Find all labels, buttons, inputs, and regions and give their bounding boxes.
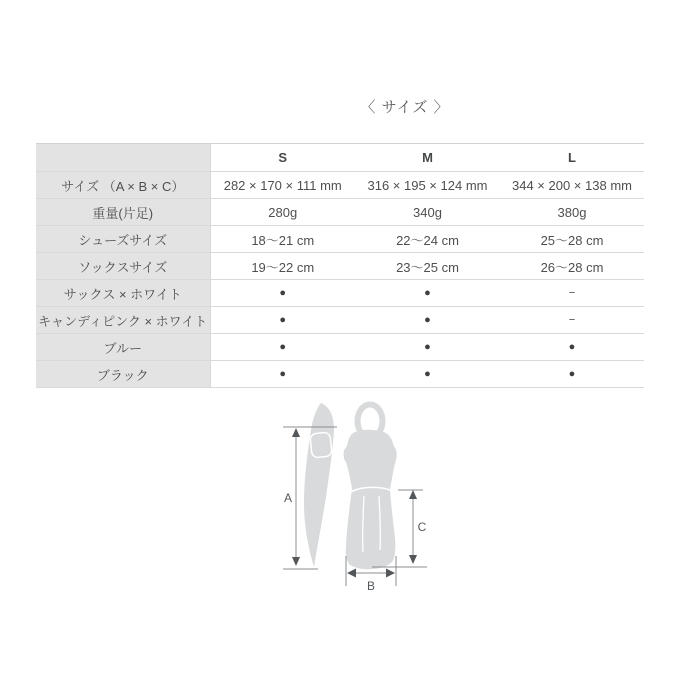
dimension-label-a: A [283, 491, 293, 505]
table-row [36, 199, 644, 226]
table-cell: 23～25 cm [355, 253, 500, 280]
table-header-row [36, 144, 644, 172]
row-label-weight: 重量(片足) [36, 199, 210, 226]
availability-cell: − [500, 280, 644, 307]
table-row [36, 226, 644, 253]
table-cell: 22～24 cm [355, 226, 500, 253]
column-header-m: M [355, 144, 500, 172]
fin-top-view-illustration [344, 430, 397, 570]
availability-cell: − [500, 307, 644, 334]
table-cell: 280g [210, 199, 355, 226]
page-title: 〈 サイズ 〉 [360, 99, 450, 116]
availability-cell: ● [210, 361, 355, 388]
availability-cell: ● [355, 361, 500, 388]
availability-cell: ● [500, 334, 644, 361]
availability-cell: ● [210, 307, 355, 334]
availability-cell: ● [500, 361, 644, 388]
dimension-label-c: C [417, 520, 427, 534]
table-cell: 19～22 cm [210, 253, 355, 280]
row-label-shoe-size: シューズサイズ [36, 226, 210, 253]
table-cell: 380g [500, 199, 644, 226]
row-label-color-sax-white: サックス × ホワイト [36, 280, 210, 307]
table-cell: 340g [355, 199, 500, 226]
row-label-size: サイズ （A × B × C） [36, 172, 210, 199]
table-row [36, 172, 644, 199]
table-cell: 316 × 195 × 124 mm [355, 172, 500, 199]
column-header-blank [36, 144, 210, 172]
availability-cell: ● [355, 334, 500, 361]
fin-dimension-diagram [270, 393, 435, 620]
column-header-s: S [210, 144, 355, 172]
table-cell: 282 × 170 × 111 mm [210, 172, 355, 199]
table-cell: 25～28 cm [500, 226, 644, 253]
availability-cell: ● [355, 307, 500, 334]
table-row [36, 253, 644, 280]
row-label-color-candypink-white: キャンディピンク × ホワイト [36, 307, 210, 334]
table-cell: 18～21 cm [210, 226, 355, 253]
table-row [36, 361, 644, 388]
row-label-color-black: ブラック [36, 361, 210, 388]
table-cell: 26～28 cm [500, 253, 644, 280]
fin-side-view-illustration [304, 403, 334, 567]
row-label-sock-size: ソックスサイズ [36, 253, 210, 280]
dimension-label-b: B [366, 579, 376, 593]
availability-cell: ● [210, 280, 355, 307]
table-cell: 344 × 200 × 138 mm [500, 172, 644, 199]
column-header-l: L [500, 144, 644, 172]
availability-cell: ● [210, 334, 355, 361]
size-spec-table [36, 143, 644, 388]
table-row [36, 307, 644, 334]
table-row [36, 334, 644, 361]
table-row [36, 280, 644, 307]
availability-cell: ● [355, 280, 500, 307]
row-label-color-blue: ブルー [36, 334, 210, 361]
